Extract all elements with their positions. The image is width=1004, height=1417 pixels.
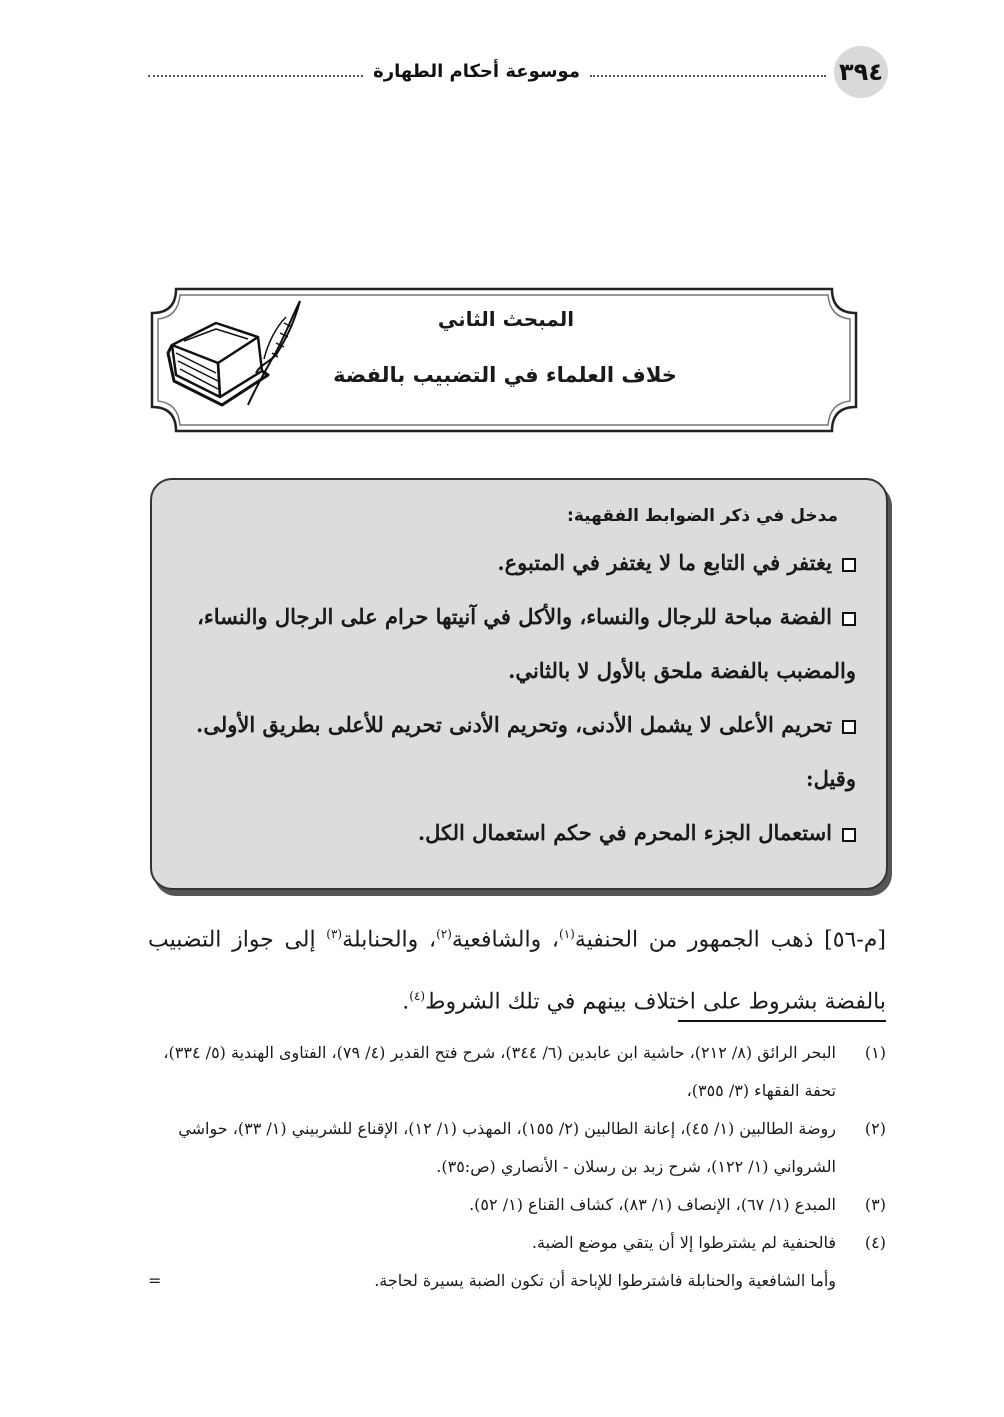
rule-item xyxy=(176,536,856,590)
body-text: إلى جواز التضبيب بالفضة بشروط على اختلاف بينهم في تلك الشروط xyxy=(148,927,886,1015)
page-number-badge xyxy=(834,46,888,98)
footnote xyxy=(148,1034,886,1110)
rule-text: الفضة مباحة للرجال والنساء، والأكل في آنيتها حرام على الرجال والنساء، xyxy=(197,604,832,629)
qila-text: وقيل: xyxy=(805,766,856,791)
header-dots-left xyxy=(148,75,363,77)
footnote-text: فالحنفية لم يشترطوا إلا أن يتقي موضع الضبة. xyxy=(531,1233,836,1252)
footnote-ref[interactable]: (١) xyxy=(559,927,575,941)
book-title: موسوعة أحكام الطهارة xyxy=(373,60,580,82)
footnote-ref[interactable]: (٤) xyxy=(409,989,426,1004)
footnote-separator xyxy=(678,1020,886,1022)
checkbox-icon xyxy=(842,720,856,734)
rule-text: يغتفر في التابع ما لا يغتفر في المتبوع. xyxy=(497,550,832,575)
footnote-text: المبدع (١/ ٦٧)، الإنصاف (١/ ٨٣)، كشاف القناع (١/ ٥٢). xyxy=(469,1195,836,1214)
body-text: . xyxy=(402,989,410,1015)
footnote-ref[interactable]: (٢) xyxy=(436,927,452,941)
body-text: ، والشافعية xyxy=(451,927,560,953)
rule-text: تحريم الأعلى لا يشمل الأدنى، وتحريم الأدنى تحريم للأعلى بطريق الأولى. xyxy=(196,712,832,737)
footnote xyxy=(148,1110,886,1186)
section-title-frame xyxy=(148,285,860,435)
footnote-text: البحر الرائق (٨/ ٢١٢)، حاشية ابن عابدين (٦/ ٣٤٤)، شرح فتح القدير (٤/ ٧٩)، الفتاوى الهندية (٥/ ٣٣٤)، تحفة الفقهاء (٣/ ٣٥٥)، xyxy=(163,1043,836,1100)
rule-text: والمضبب بالفضة ملحق بالأول لا بالثاني. xyxy=(508,658,856,683)
rule-item xyxy=(176,698,856,752)
header-dots-right xyxy=(590,75,826,77)
checkbox-icon xyxy=(842,612,856,626)
footnote-number: (٢) xyxy=(864,1119,886,1138)
rules-heading: مدخل في ذكر الضوابط الفقهية: xyxy=(567,506,838,526)
checkbox-icon xyxy=(842,558,856,572)
checkbox-icon xyxy=(842,828,856,842)
footnote xyxy=(148,1186,886,1224)
footnote-text: روضة الطالبين (١/ ٤٥)، إعانة الطالبين (٢/ ١٥٥)، المهذب (١/ ١٢)، الإقناع للشربيني (١/ ٣٣)، حواشي الشرواني (١/ ١٢٢)، شرح زبد بن رسلان - الأنصاري (ص:٣٥). xyxy=(178,1119,836,1176)
footnote-number: (١) xyxy=(864,1043,886,1062)
qila-label xyxy=(176,752,856,806)
footnote-continuation xyxy=(148,1262,886,1300)
rule-item-continuation xyxy=(176,644,856,698)
continued-marker: = xyxy=(148,1271,162,1290)
fiqh-rules-box xyxy=(150,478,888,890)
footnote-number: (٤) xyxy=(864,1233,886,1252)
body-text: ، والحنابلة xyxy=(342,927,437,953)
section-title: خلاف العلماء في التضبيب بالفضة xyxy=(333,363,677,387)
book-and-quill-icon xyxy=(164,293,304,413)
footnote-ref[interactable]: (٣) xyxy=(326,927,343,941)
running-header xyxy=(148,56,826,86)
section-label: المبحث الثاني xyxy=(437,307,575,331)
footnote xyxy=(148,1224,886,1262)
body-paragraph xyxy=(148,906,886,1031)
rule-item xyxy=(176,590,856,644)
page-number: ٣٩٤ xyxy=(839,58,883,86)
rule-item xyxy=(176,806,856,860)
rule-text: استعمال الجزء المحرم في حكم استعمال الكل. xyxy=(417,820,832,845)
footnotes xyxy=(148,1034,886,1300)
footnote-number: (٣) xyxy=(864,1195,886,1214)
footnote-text: وأما الشافعية والحنابلة فاشترطوا للإباحة أن تكون الضبة يسيرة لحاجة. xyxy=(374,1271,836,1290)
body-text: [م-٥٦] ذهب الجمهور من الحنفية xyxy=(574,927,887,953)
